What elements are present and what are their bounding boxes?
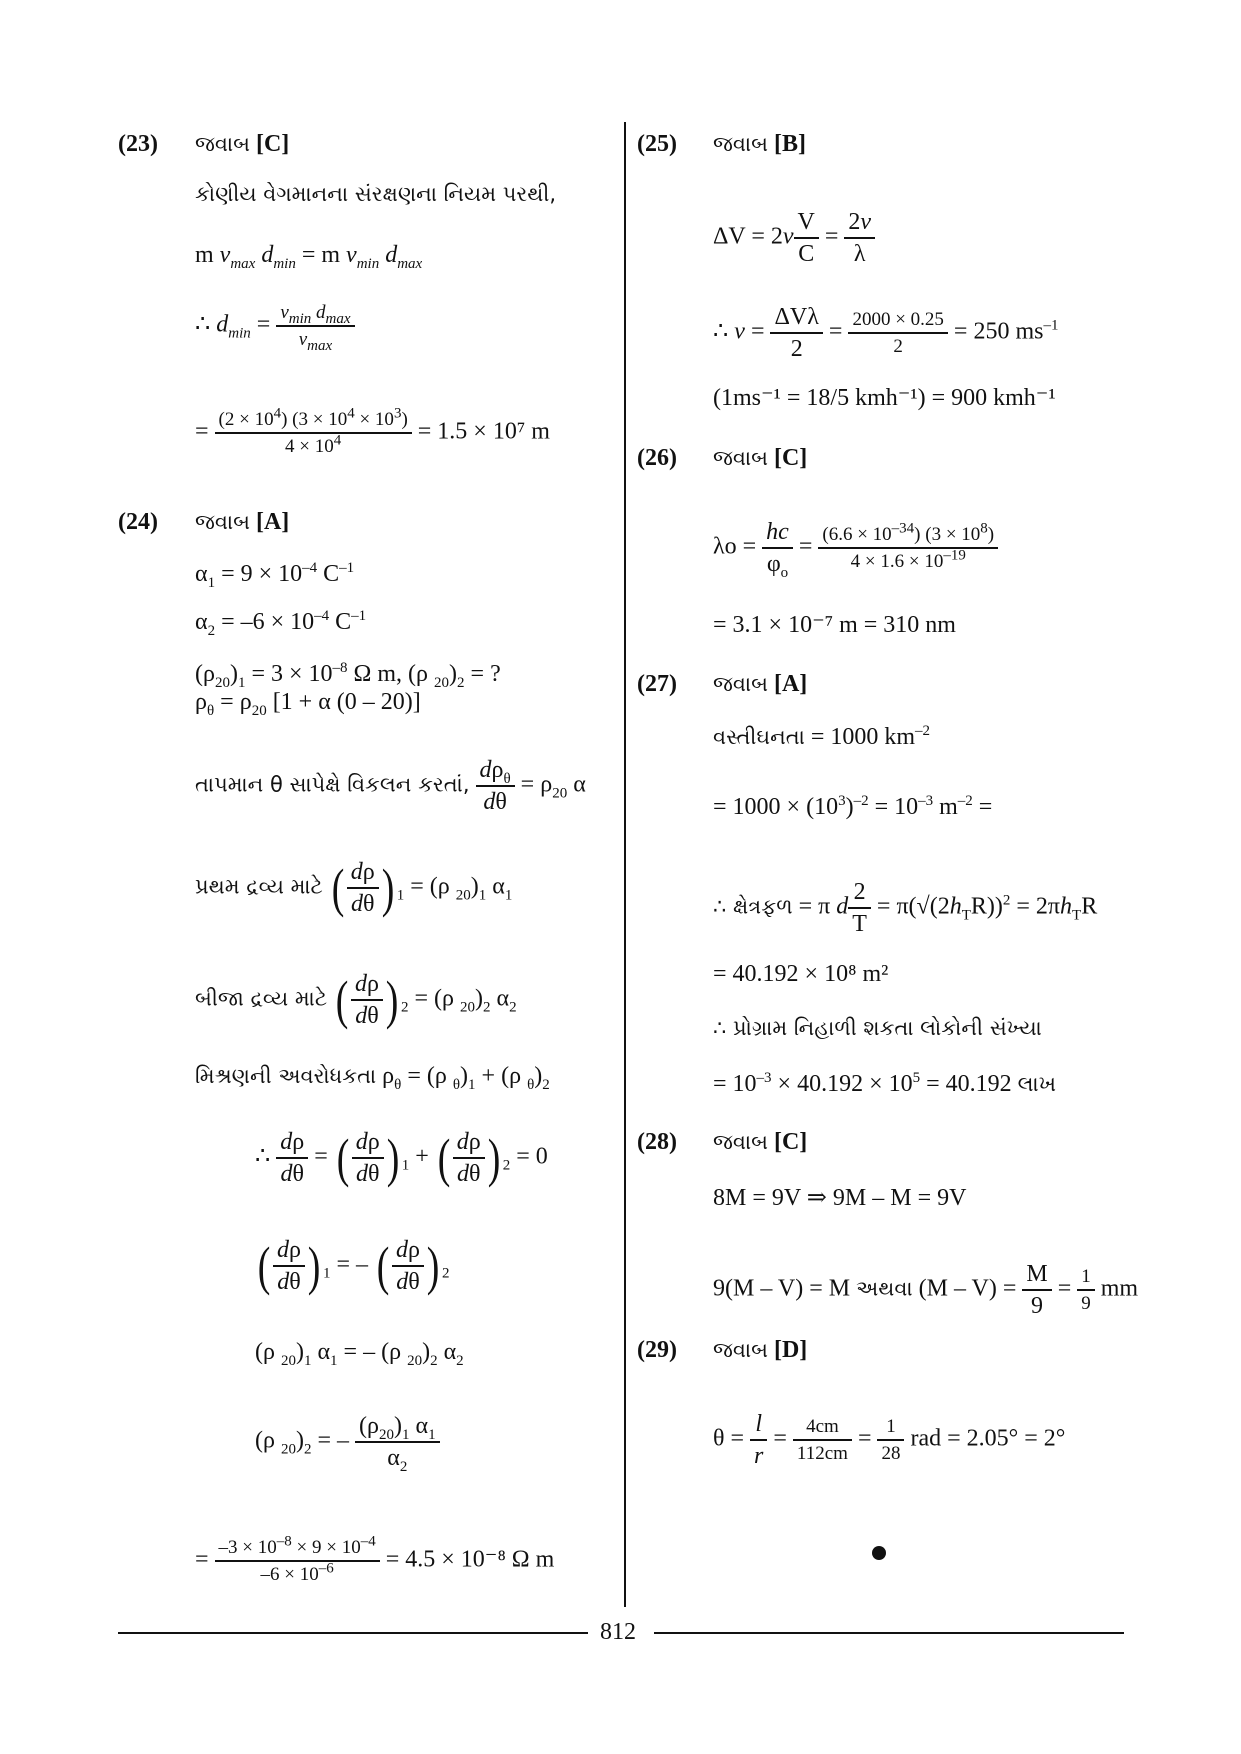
q26-answer-word: જવાબ: [713, 446, 768, 470]
q25-number: (25): [637, 131, 677, 157]
q24-answer: [195, 510, 289, 534]
q29-answer: [713, 1338, 807, 1362]
q27-people-line: ∴ પ્રોગ્રામ નિહાળી શકતા લોકોની સંખ્યા: [713, 1016, 1042, 1040]
q24-derivative: તાપમાન θ સાપેક્ષે વિકલન કરતાં, $\frac{d\rho_\theta}{d\theta}$ = $\rho_{20}$ α: [195, 757, 586, 815]
q23-answer: [195, 132, 289, 156]
q26-answer: [713, 446, 807, 470]
q27-answer-word: જવાબ: [713, 672, 768, 696]
q24-answer-word: જવાબ: [195, 510, 250, 534]
q24-rho-given: $(\rho_{20})_1 = 3 \times 10^{-8}$ Ω m, (ρ $_{20})_2$ = ?: [195, 660, 501, 691]
q25-conversion: (1ms⁻¹ = 18/5 kmh⁻¹) = 900 kmh⁻¹: [713, 385, 1056, 411]
q27-area-value: = 40.192 × 10⁸ m²: [713, 961, 889, 987]
q24-alpha1: $\alpha_1 = 9 \times 10^{-4}$ $C^{-1}$: [195, 560, 355, 591]
q25-option: [B]: [773, 131, 806, 157]
q28-option: [C]: [773, 1129, 808, 1155]
q29-equation: θ = $\frac{l}{r}$ = $\frac{4cm}{112cm}$ = $\frac{1}{28}$ rad = 2.05° = 2°: [713, 1411, 1066, 1469]
q23-number: (23): [118, 131, 158, 157]
page-number: 812: [600, 1619, 636, 1645]
q23-text1: કોણીય વેગમાનના સંરક્ષણના નિયમ પરથી,: [195, 182, 557, 206]
q28-or: અથવા: [856, 1276, 913, 1301]
q28-answer: [713, 1130, 807, 1154]
q24-second-text: બીજા દ્રવ્ય માટે: [195, 986, 328, 1011]
q27-density-label: વસ્તીઘનતા: [713, 725, 805, 749]
q24-result: = 4.5 × 10⁻⁸ Ω m: [385, 1546, 555, 1573]
q24-alpha2: $\alpha_2 = -6 \times 10^{-4}$ $C^{-1}$: [195, 608, 367, 639]
q26-result: = 3.1 × 10⁻⁷ m = 310 nm: [713, 612, 956, 638]
q28-answer-word: જવાબ: [713, 1130, 768, 1154]
q23-option: [C]: [255, 131, 290, 157]
q23-equation3: = $\frac{(2 \times 10^4) (3 \times 10^4 \times 10^3)}{4 \times 10^4}$ = 1.5 × 10⁷ m: [195, 405, 550, 457]
q23-equation2: ∴ $d_{min}$ = $\frac{v_{min} d_{max}}{v_{max}}$: [195, 303, 355, 349]
q24-mixture: મિશ્રણની અવરોધકતા $\rho_\theta = (\rho$ $_\theta)_1 + (\rho$ $_\theta)_2$: [195, 1063, 550, 1093]
q26-option: [C]: [773, 445, 808, 471]
q29-option: [D]: [773, 1337, 808, 1363]
q27-answer: [713, 672, 807, 696]
end-bullet: [872, 1546, 886, 1560]
q27-density: વસ્તીઘનતા = 1000 $km^{-2}$: [713, 723, 931, 750]
q23-equation1: m $v_{max}$ $d_{min} = m$ $v_{min}$ $d_{max}$: [195, 242, 423, 272]
q28-number: (28): [637, 1129, 677, 1155]
q26-equation1: λo = $\frac{hc}{\varphi_o}$ = $\frac{(6.6 \times 10^{-34}) (3 \times 10^8)}{4 \times 1.6 \times 10^{-19}}$: [713, 520, 998, 576]
q24-rho-theta: $\rho_\theta = \rho_{20}$ [1 + α (0 – 20)]: [195, 689, 421, 719]
q24-sum-zero: ∴ $\frac{d\rho}{d\theta}$ = ( $\frac{d\rho}{d\theta}$ ) $_1$ + ( $\frac{d\rho}{d\theta}$ ) $_2$ = 0: [255, 1128, 548, 1188]
q24-product: (ρ $_{20})_1$ $\alpha_1$ = – (ρ $_{20})_2$ $\alpha_2$: [255, 1339, 464, 1369]
q27-density-convert: = $1000 \times (10^3)^{-2} = 10^{-3}$ $m^{-2}$ =: [713, 793, 993, 820]
q25-equation1: ΔV = 2v $\frac{V}{C}$ = $\frac{2v}{\lambda}$: [713, 210, 875, 266]
q24-option: [A]: [255, 509, 290, 535]
q24-number: (24): [118, 509, 158, 535]
q24-mix-text: મિશ્રણની અવરોધકતા: [195, 1064, 377, 1088]
q25-answer: [713, 132, 806, 156]
q27-option: [A]: [773, 671, 808, 697]
footer-rule-right: [654, 1632, 1124, 1634]
q29-number: (29): [637, 1337, 677, 1363]
q24-temp-text: તાપમાન θ સાપેક્ષે વિકલન કરતાં,: [195, 772, 470, 797]
q27-people-unit: લાખ: [1017, 1072, 1056, 1096]
q24-first-text: પ્રથમ દ્રવ્ય માટે: [195, 874, 323, 899]
q27-people-value: = $10^{-3} \times 40.192 \times 10^5 = 40.192$ લાખ: [713, 1070, 1056, 1097]
q27-number: (27): [637, 671, 677, 697]
q25-equation2: ∴ v = $\frac{\text{ΔVλ}}{2}$ = $\frac{2000 \times 0.25}{2}$ = 250 $ms^{-1}$: [713, 304, 1059, 362]
q25-answer-word: જવાબ: [713, 132, 768, 156]
q28-line2: 9(M – V) = M અથવા (M – V) = $\frac{M}{9}$ = $\frac{1}{9}$ mm: [713, 1261, 1139, 1319]
q24-negative: ( $\frac{d\rho}{d\theta}$ ) $_1$ = – ( $\frac{d\rho}{d\theta}$ ) $_2$: [257, 1236, 450, 1296]
q28-line1: 8M = 9V ⇒ 9M – M = 9V: [713, 1185, 967, 1211]
q27-area-label: ∴ ક્ષેત્રફળ: [713, 894, 793, 919]
q27-area: ∴ ક્ષેત્રફળ = π d $\frac{2}{T}$ = $\pi(√(2h_TR))^2 = 2\pi h_TR$: [713, 879, 1098, 937]
q23-answer-word: જવાબ: [195, 132, 250, 156]
q24-first-material: પ્રથમ દ્રવ્ય માટે ( $\frac{d\rho}{d\theta}$ ) $_1$ = (ρ $_{20})_1$ $\alpha_1$: [195, 858, 513, 918]
q29-answer-word: જવાબ: [713, 1338, 768, 1362]
footer-rule-left: [118, 1632, 588, 1634]
q24-solve: (ρ $_{20})_2$ = – $\frac{(\rho_{20})_1 \alpha_1}{\alpha_2}$: [255, 1414, 440, 1470]
q26-number: (26): [637, 445, 677, 471]
q23-result: = 1.5 × 10⁷ m: [417, 418, 550, 445]
column-divider: [624, 122, 626, 1607]
q24-second-material: બીજા દ્રવ્ય માટે ( $\frac{d\rho}{d\theta}$ ) $_2$ = (ρ $_{20})_2$ $\alpha_2$: [195, 970, 517, 1030]
q24-final: = $\frac{-3 \times 10^{-8} \times 9 \times 10^{-4}}{-6 \times 10^{-6}}$ = 4.5 × 10⁻⁸ Ω m: [195, 1533, 555, 1585]
